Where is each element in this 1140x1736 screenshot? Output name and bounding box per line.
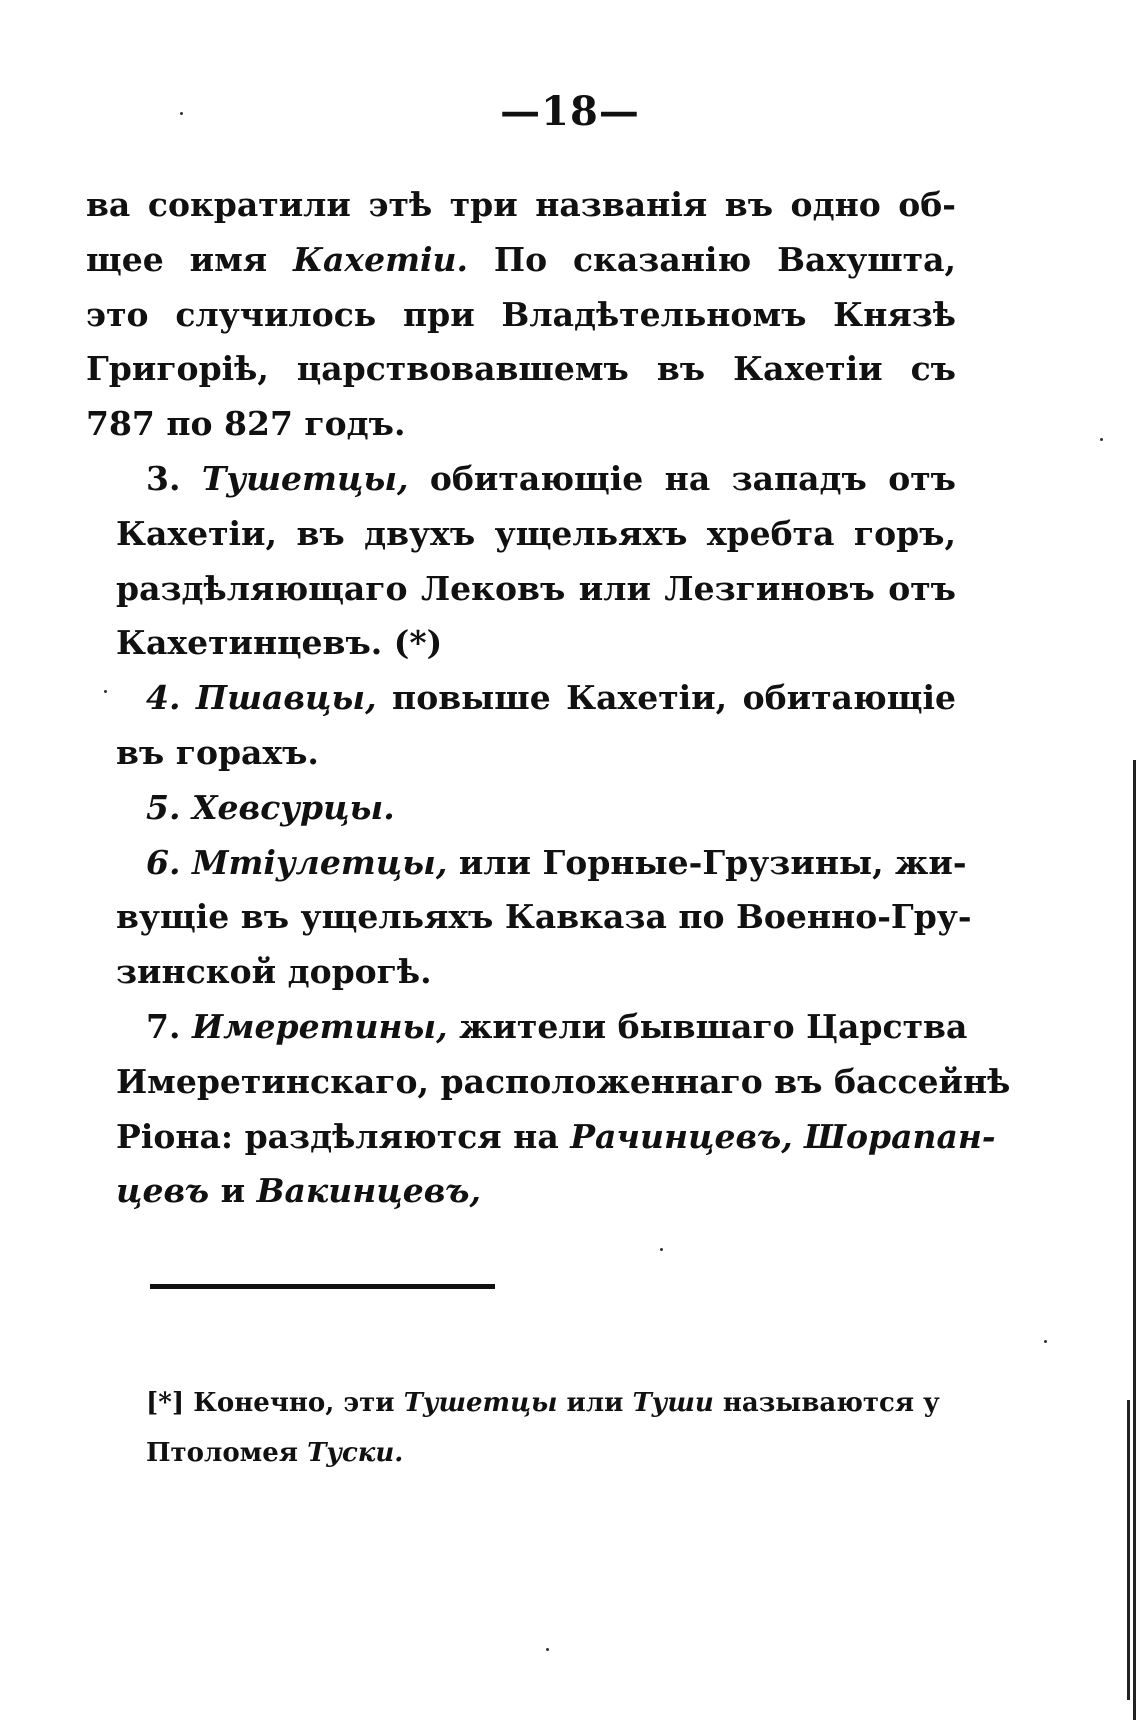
scan-edge-line xyxy=(1127,1400,1130,1700)
text-line: вущіе въ ущельяхъ Кавказа по Военно-Гру- xyxy=(116,897,972,937)
text-line: въ горахъ. xyxy=(116,732,319,772)
text-line xyxy=(86,233,956,288)
italic-term: цевъ xyxy=(116,1171,210,1211)
text-run: По сказанію Вахушта, xyxy=(468,239,956,279)
footnote xyxy=(146,1378,996,1478)
text-line: 787 по 827 годъ. xyxy=(86,404,406,444)
footnote-marker: [*] xyxy=(146,1388,185,1418)
text-run: называются у xyxy=(713,1388,940,1418)
italic-term: Вакинцевъ, xyxy=(256,1171,481,1211)
item-number: 7. xyxy=(146,1006,192,1046)
list-item-3 xyxy=(86,452,956,507)
italic-term: Тушетцы, xyxy=(201,458,409,498)
footnote-separator-rule xyxy=(150,1284,495,1289)
text-line: это случилось при Владѣтельномъ Князѣ xyxy=(86,294,956,334)
page-number: —18— xyxy=(500,88,640,135)
scan-speck xyxy=(1100,438,1103,441)
text-line: Кахетинцевъ. (*) xyxy=(116,623,443,663)
italic-term: Тушетцы xyxy=(403,1388,558,1418)
scan-edge-line xyxy=(1133,760,1136,1720)
list-item-4 xyxy=(86,671,956,726)
scan-speck xyxy=(546,1648,549,1651)
list-item-5: 5. Хевсурцы. xyxy=(146,787,395,827)
scan-speck xyxy=(180,112,183,115)
italic-term: Туши xyxy=(632,1388,714,1418)
text-run: или xyxy=(557,1388,633,1418)
item-number: 4. xyxy=(146,678,196,718)
body-text xyxy=(86,178,1011,1219)
text-run: обитающіе на западъ отъ xyxy=(408,458,956,498)
text-line xyxy=(86,1164,956,1219)
italic-term: Рачинцевъ, Шорапан- xyxy=(570,1116,996,1156)
text-line: Григоріѣ, царствовавшемъ въ Кахетіи съ xyxy=(86,349,956,389)
text-run: и xyxy=(209,1171,257,1211)
italic-term: Пшавцы, xyxy=(195,678,377,718)
scan-speck xyxy=(660,1248,663,1251)
text-line: раздѣляющаго Лековъ или Лезгиновъ отъ xyxy=(116,568,956,608)
italic-term: Мтіулетцы, xyxy=(191,842,448,882)
italic-term: Имеретины, xyxy=(191,1006,448,1046)
text-run: Птоломея xyxy=(146,1438,308,1468)
text-run: щее имя xyxy=(86,239,293,279)
scan-speck xyxy=(104,690,107,693)
text-line xyxy=(86,1110,996,1165)
footnote-line xyxy=(146,1428,996,1478)
text-run: или Горные-Грузины, жи- xyxy=(447,842,967,882)
item-number: 6. xyxy=(146,842,192,882)
list-item-7 xyxy=(86,1000,968,1055)
footnote-line xyxy=(146,1378,996,1428)
text-run: Конечно, эти xyxy=(184,1388,404,1418)
text-run: повыше Кахетіи, обитающіе xyxy=(376,678,956,718)
text-line: Имеретинскаго, расположеннаго въ бассейнѣ xyxy=(116,1061,1011,1101)
italic-term: Туски. xyxy=(307,1438,404,1468)
text-line: зинской дорогѣ. xyxy=(116,952,432,992)
item-number: 3. xyxy=(146,458,202,498)
italic-term: Кахетіи. xyxy=(293,239,469,279)
text-line: Кахетіи, въ двухъ ущельяхъ хребта горъ, xyxy=(116,513,956,553)
text-run: жители бывшаго Царства xyxy=(447,1006,968,1046)
scan-speck xyxy=(1044,1340,1047,1343)
list-item-6 xyxy=(86,836,967,891)
text-line: ва сократили этѣ три названія въ одно об- xyxy=(86,185,956,224)
text-run: Ріона: раздѣляются на xyxy=(116,1116,571,1156)
